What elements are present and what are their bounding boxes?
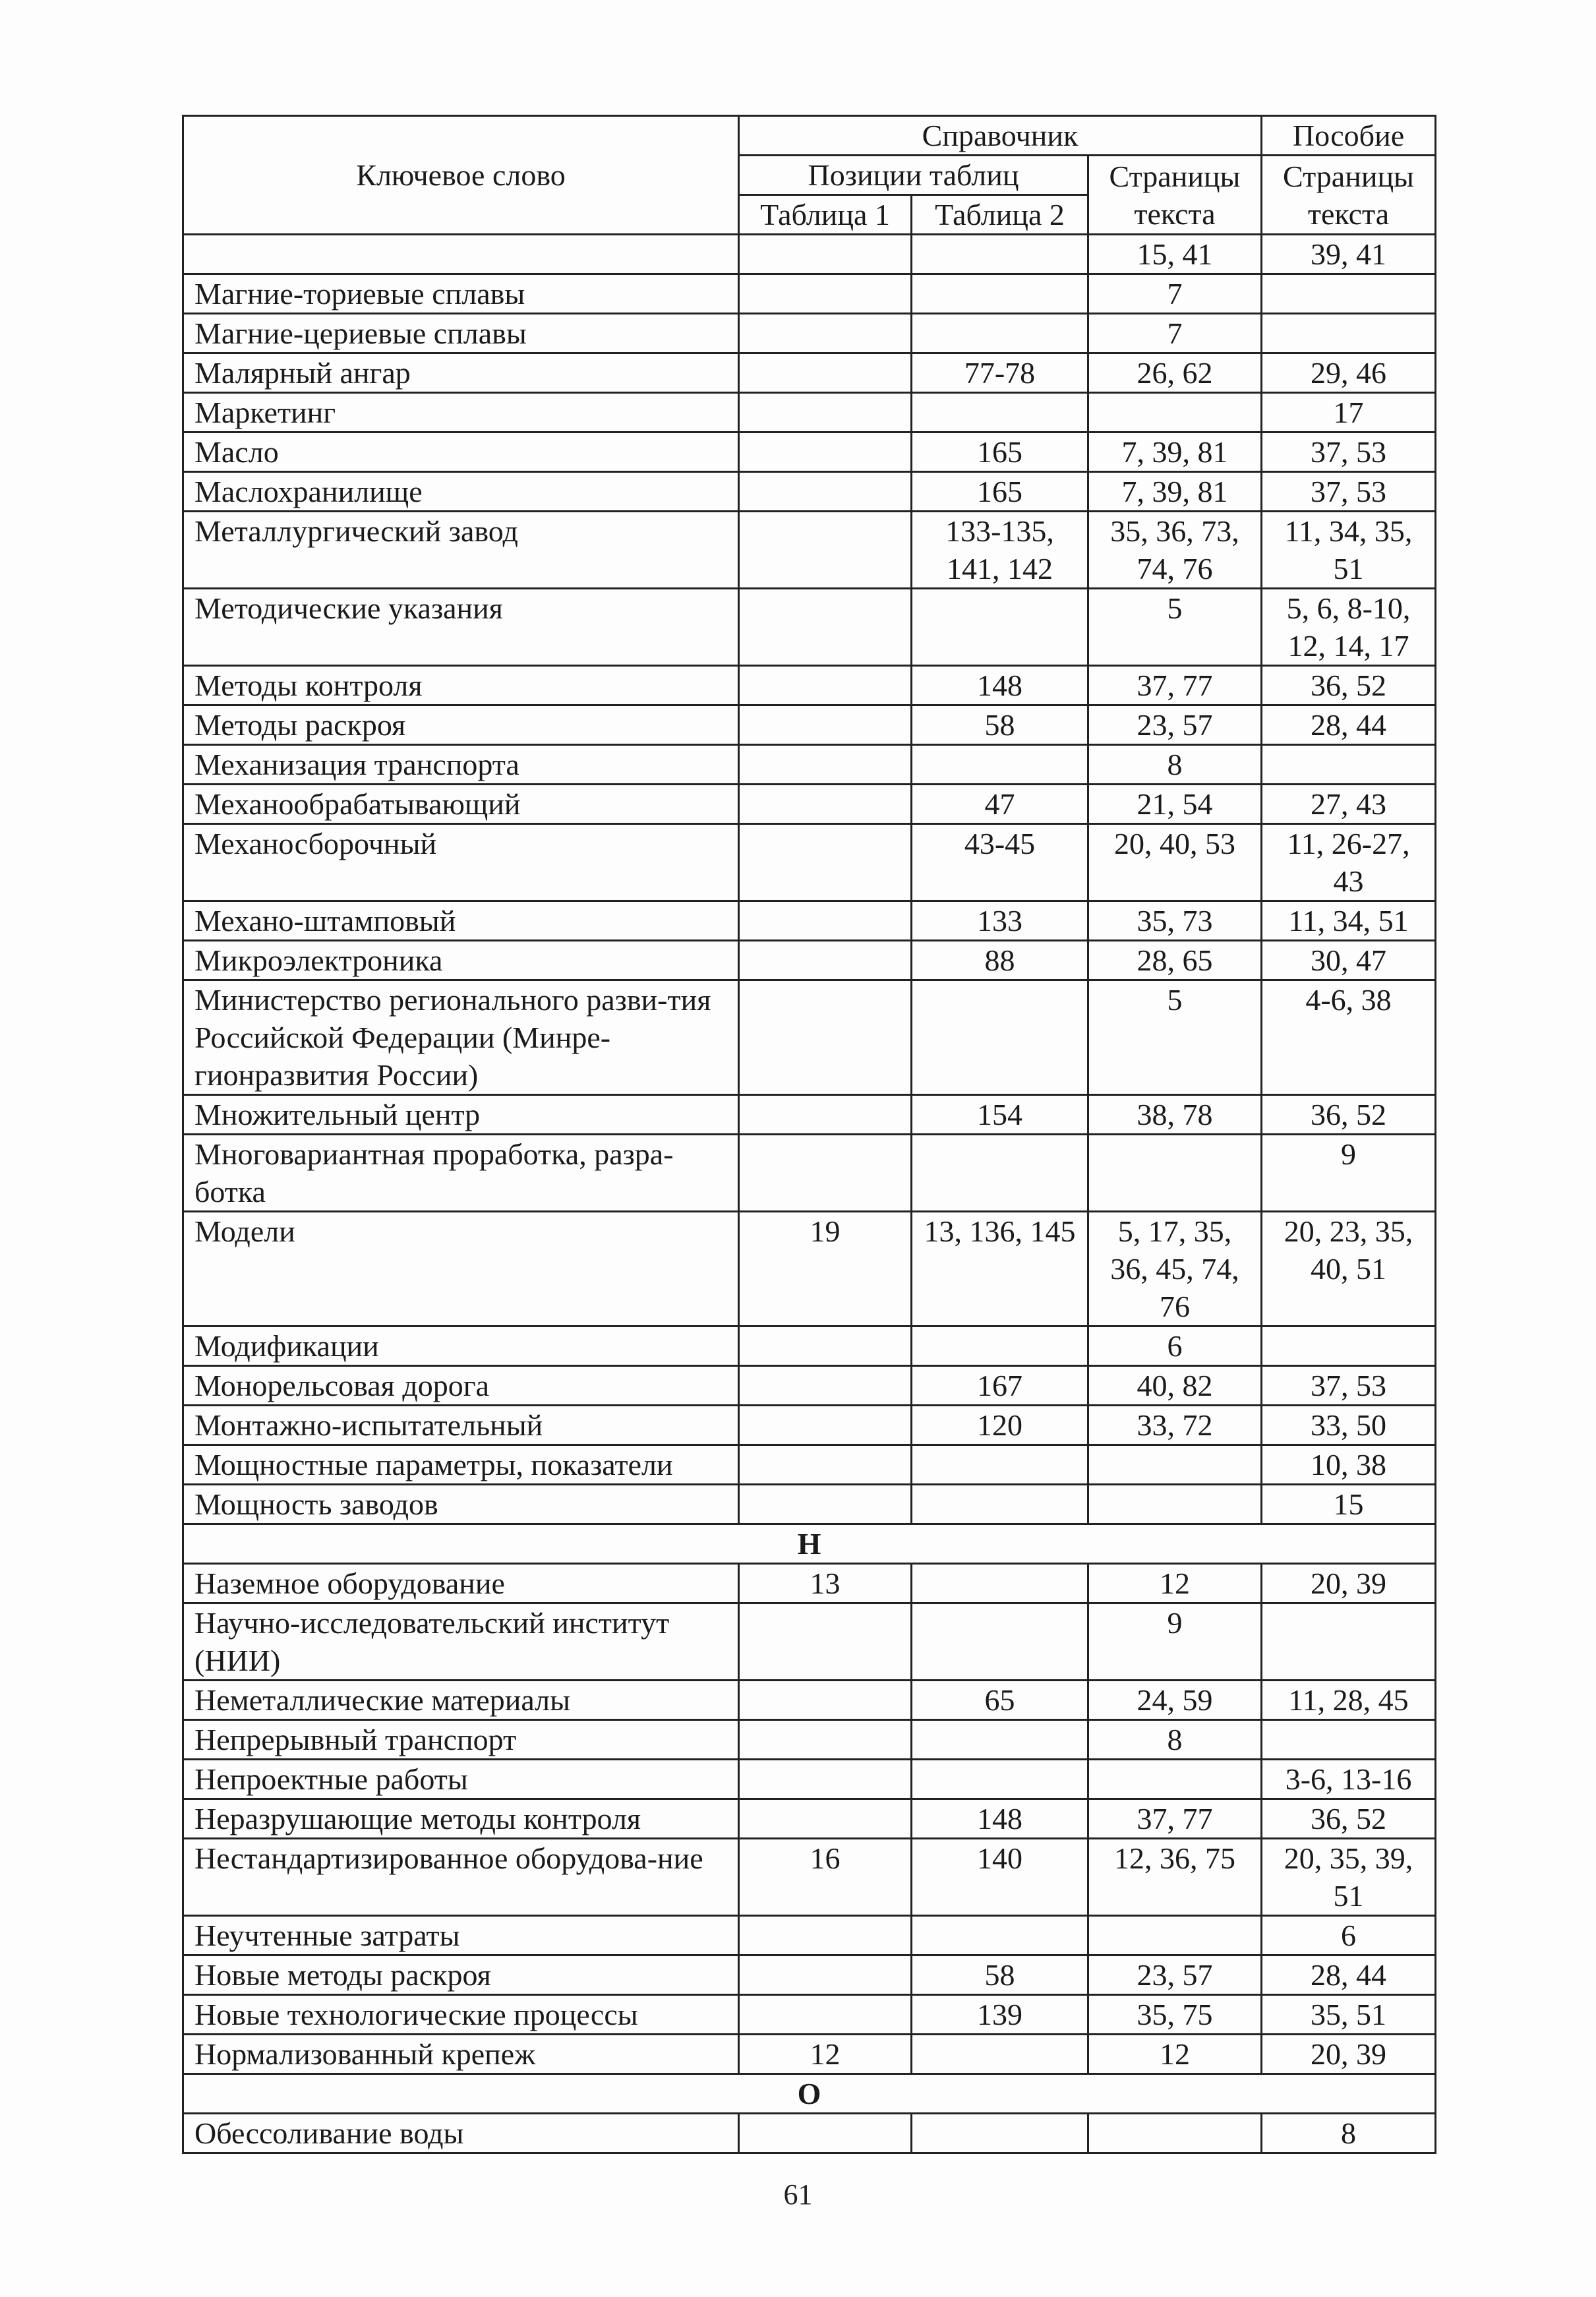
reference-pages-cell: 37, 77: [1088, 1799, 1262, 1839]
table2-cell: [912, 314, 1088, 353]
keyword-cell: Обессоливание воды: [183, 2114, 739, 2153]
table1-cell: [739, 1720, 912, 1760]
table1-cell: [739, 666, 912, 705]
table2-cell: [912, 2035, 1088, 2074]
keyword-cell: Магние-ториевые сплавы: [183, 274, 739, 314]
reference-pages-cell: [1088, 1135, 1262, 1212]
reference-pages-cell: [1088, 2114, 1262, 2153]
table2-cell: 148: [912, 666, 1088, 705]
keyword-cell: Множительный центр: [183, 1095, 739, 1135]
section-letter-row: [183, 2074, 1436, 2114]
table-row: [183, 393, 1436, 433]
manual-pages-cell: 37, 53: [1262, 472, 1436, 512]
header-keyword: Ключевое слово: [183, 116, 739, 235]
keyword-cell: Нормализованный крепеж: [183, 2035, 739, 2074]
manual-pages-cell: 37, 53: [1262, 1366, 1436, 1406]
table1-cell: [739, 1327, 912, 1366]
table-row: [183, 235, 1436, 274]
table1-cell: [739, 901, 912, 941]
table2-cell: [912, 1327, 1088, 1366]
table1-cell: [739, 1366, 912, 1406]
table-row: [183, 1603, 1436, 1681]
keyword-cell: Непрерывный транспорт: [183, 1720, 739, 1760]
table2-cell: [912, 393, 1088, 433]
table2-cell: 58: [912, 1955, 1088, 1995]
table2-cell: 165: [912, 472, 1088, 512]
table-row: [183, 1681, 1436, 1720]
reference-pages-cell: 35, 73: [1088, 901, 1262, 941]
table-row: [183, 1485, 1436, 1524]
manual-pages-cell: 20, 39: [1262, 1564, 1436, 1603]
keyword-cell: Мощностные параметры, показатели: [183, 1445, 739, 1485]
table1-cell: [739, 1681, 912, 1720]
table2-cell: 88: [912, 941, 1088, 980]
manual-pages-cell: 11, 34, 51: [1262, 901, 1436, 941]
header-reference: Справочник: [739, 116, 1262, 156]
table-row: [183, 1406, 1436, 1445]
reference-pages-cell: 12: [1088, 2035, 1262, 2074]
reference-pages-cell: [1088, 1485, 1262, 1524]
keyword-cell: Методы раскроя: [183, 705, 739, 745]
reference-pages-cell: 37, 77: [1088, 666, 1262, 705]
reference-pages-cell: 12: [1088, 1564, 1262, 1603]
table2-cell: 120: [912, 1406, 1088, 1445]
manual-pages-cell: 15: [1262, 1485, 1436, 1524]
table1-cell: [739, 824, 912, 901]
reference-pages-cell: 15, 41: [1088, 235, 1262, 274]
table-row: [183, 1327, 1436, 1366]
table1-cell: 19: [739, 1212, 912, 1327]
manual-pages-cell: 11, 26-27, 43: [1262, 824, 1436, 901]
manual-pages-cell: 39, 41: [1262, 235, 1436, 274]
reference-pages-cell: 28, 65: [1088, 941, 1262, 980]
table1-cell: 13: [739, 1564, 912, 1603]
manual-pages-cell: 3-6, 13-16: [1262, 1760, 1436, 1799]
table2-cell: [912, 1916, 1088, 1955]
table2-cell: [912, 1760, 1088, 1799]
table-row: [183, 1135, 1436, 1212]
reference-pages-cell: 26, 62: [1088, 353, 1262, 393]
table-row: [183, 1995, 1436, 2035]
keyword-cell: Новые технологические процессы: [183, 1995, 739, 2035]
table1-cell: [739, 472, 912, 512]
table2-cell: [912, 235, 1088, 274]
table-row: [183, 1564, 1436, 1603]
reference-pages-cell: 38, 78: [1088, 1095, 1262, 1135]
keyword-index-table: [182, 115, 1436, 2154]
reference-pages-cell: 7: [1088, 314, 1262, 353]
table-row: [183, 1445, 1436, 1485]
manual-pages-cell: 33, 50: [1262, 1406, 1436, 1445]
table-row: [183, 353, 1436, 393]
keyword-cell: Методические указания: [183, 589, 739, 666]
table-row: [183, 1839, 1436, 1916]
keyword-cell: Механообрабатывающий: [183, 785, 739, 824]
manual-pages-cell: 20, 39: [1262, 2035, 1436, 2074]
table-body: [183, 235, 1436, 2153]
manual-pages-cell: 9: [1262, 1135, 1436, 1212]
manual-pages-cell: 29, 46: [1262, 353, 1436, 393]
keyword-cell: Микроэлектроника: [183, 941, 739, 980]
table-row: [183, 705, 1436, 745]
table1-cell: [739, 1406, 912, 1445]
table1-cell: [739, 512, 912, 589]
table2-cell: 47: [912, 785, 1088, 824]
table-row: [183, 274, 1436, 314]
table1-cell: [739, 941, 912, 980]
manual-pages-cell: 11, 34, 35, 51: [1262, 512, 1436, 589]
reference-pages-cell: 8: [1088, 745, 1262, 785]
reference-pages-cell: 35, 75: [1088, 1995, 1262, 2035]
table-row: [183, 589, 1436, 666]
table1-cell: [739, 1485, 912, 1524]
table1-cell: [739, 2114, 912, 2153]
reference-pages-cell: [1088, 1445, 1262, 1485]
table2-cell: [912, 2114, 1088, 2153]
keyword-cell: Многовариантная проработка, разра-ботка: [183, 1135, 739, 1212]
keyword-cell: Мощность заводов: [183, 1485, 739, 1524]
reference-pages-cell: 9: [1088, 1603, 1262, 1681]
keyword-cell: Масло: [183, 433, 739, 472]
keyword-cell: Металлургический завод: [183, 512, 739, 589]
manual-pages-cell: 6: [1262, 1916, 1436, 1955]
table1-cell: 16: [739, 1839, 912, 1916]
table2-cell: 43-45: [912, 824, 1088, 901]
header-manual-pages: Страницы текста: [1262, 156, 1436, 235]
reference-pages-cell: 33, 72: [1088, 1406, 1262, 1445]
table-row: [183, 1916, 1436, 1955]
table2-cell: 165: [912, 433, 1088, 472]
manual-pages-cell: [1262, 745, 1436, 785]
table2-cell: [912, 1603, 1088, 1681]
keyword-cell: Механизация транспорта: [183, 745, 739, 785]
table-row: [183, 2114, 1436, 2153]
keyword-cell: Магние-цериевые сплавы: [183, 314, 739, 353]
manual-pages-cell: [1262, 1720, 1436, 1760]
manual-pages-cell: 4-6, 38: [1262, 980, 1436, 1095]
table2-cell: 58: [912, 705, 1088, 745]
manual-pages-cell: 5, 6, 8-10, 12, 14, 17: [1262, 589, 1436, 666]
keyword-cell: Наземное оборудование: [183, 1564, 739, 1603]
manual-pages-cell: 17: [1262, 393, 1436, 433]
table1-cell: [739, 980, 912, 1095]
keyword-cell: [183, 235, 739, 274]
table2-cell: [912, 980, 1088, 1095]
table1-cell: [739, 1955, 912, 1995]
reference-pages-cell: 7, 39, 81: [1088, 433, 1262, 472]
table2-cell: 133-135, 141, 142: [912, 512, 1088, 589]
manual-pages-cell: 28, 44: [1262, 705, 1436, 745]
table2-cell: 140: [912, 1839, 1088, 1916]
keyword-cell: Монорельсовая дорога: [183, 1366, 739, 1406]
table-row: [183, 1955, 1436, 1995]
section-letter: О: [183, 2074, 1436, 2114]
manual-pages-cell: [1262, 1327, 1436, 1366]
manual-pages-cell: 37, 53: [1262, 433, 1436, 472]
keyword-cell: Методы контроля: [183, 666, 739, 705]
page-number: 61: [783, 2178, 813, 2211]
reference-pages-cell: 21, 54: [1088, 785, 1262, 824]
table2-cell: [912, 589, 1088, 666]
manual-pages-cell: [1262, 274, 1436, 314]
manual-pages-cell: 35, 51: [1262, 1995, 1436, 2035]
table2-cell: [912, 274, 1088, 314]
manual-pages-cell: [1262, 314, 1436, 353]
table2-cell: [912, 1564, 1088, 1603]
keyword-cell: Маркетинг: [183, 393, 739, 433]
manual-pages-cell: 8: [1262, 2114, 1436, 2153]
keyword-cell: Непроектные работы: [183, 1760, 739, 1799]
reference-pages-cell: 24, 59: [1088, 1681, 1262, 1720]
reference-pages-cell: 12, 36, 75: [1088, 1839, 1262, 1916]
table-row: [183, 1760, 1436, 1799]
reference-pages-cell: 23, 57: [1088, 1955, 1262, 1995]
keyword-cell: Неразрушающие методы контроля: [183, 1799, 739, 1839]
keyword-cell: Малярный ангар: [183, 353, 739, 393]
reference-pages-cell: 40, 82: [1088, 1366, 1262, 1406]
table2-cell: 13, 136, 145: [912, 1212, 1088, 1327]
keyword-cell: Механосборочный: [183, 824, 739, 901]
table-row: [183, 901, 1436, 941]
table2-cell: [912, 1135, 1088, 1212]
table2-cell: 139: [912, 1995, 1088, 2035]
table2-cell: 154: [912, 1095, 1088, 1135]
keyword-cell: Научно-исследовательский институт (НИИ): [183, 1603, 739, 1681]
manual-pages-cell: 36, 52: [1262, 666, 1436, 705]
table-row: [183, 1095, 1436, 1135]
keyword-cell: Механо-штамповый: [183, 901, 739, 941]
reference-pages-cell: 5: [1088, 980, 1262, 1095]
table1-cell: [739, 1995, 912, 2035]
manual-pages-cell: 36, 52: [1262, 1799, 1436, 1839]
table1-cell: [739, 1799, 912, 1839]
keyword-cell: Нестандартизированное оборудова-ние: [183, 1839, 739, 1916]
manual-pages-cell: [1262, 1603, 1436, 1681]
table-row: [183, 941, 1436, 980]
reference-pages-cell: [1088, 1760, 1262, 1799]
table1-cell: [739, 235, 912, 274]
table-row: [183, 1212, 1436, 1327]
reference-pages-cell: 6: [1088, 1327, 1262, 1366]
reference-pages-cell: 5: [1088, 589, 1262, 666]
table-row: [183, 433, 1436, 472]
table2-cell: [912, 745, 1088, 785]
table2-cell: 148: [912, 1799, 1088, 1839]
table-row: [183, 785, 1436, 824]
table-row: [183, 314, 1436, 353]
keyword-cell: Модификации: [183, 1327, 739, 1366]
reference-pages-cell: [1088, 393, 1262, 433]
keyword-cell: Маслохранилище: [183, 472, 739, 512]
manual-pages-cell: 10, 38: [1262, 1445, 1436, 1485]
table-header: [183, 116, 1436, 235]
table1-cell: [739, 274, 912, 314]
manual-pages-cell: 20, 35, 39, 51: [1262, 1839, 1436, 1916]
keyword-cell: Неметаллические материалы: [183, 1681, 739, 1720]
table2-cell: [912, 1485, 1088, 1524]
reference-pages-cell: 20, 40, 53: [1088, 824, 1262, 901]
table1-cell: [739, 433, 912, 472]
keyword-cell: Новые методы раскроя: [183, 1955, 739, 1995]
section-letter: Н: [183, 1524, 1436, 1564]
table2-cell: 65: [912, 1681, 1088, 1720]
table1-cell: [739, 1095, 912, 1135]
manual-pages-cell: 27, 43: [1262, 785, 1436, 824]
header-table1: Таблица 1: [739, 195, 912, 235]
table1-cell: [739, 785, 912, 824]
table-row: [183, 666, 1436, 705]
keyword-cell: Министерство регионального разви-тия Российской Федерации (Минре-гионразвития России): [183, 980, 739, 1095]
table1-cell: [739, 745, 912, 785]
keyword-cell: Неучтенные затраты: [183, 1916, 739, 1955]
header-manual: Пособие: [1262, 116, 1436, 156]
table1-cell: [739, 393, 912, 433]
table-row: [183, 1799, 1436, 1839]
table1-cell: [739, 353, 912, 393]
table1-cell: [739, 1760, 912, 1799]
table2-cell: 167: [912, 1366, 1088, 1406]
table-row: [183, 1366, 1436, 1406]
table1-cell: [739, 705, 912, 745]
keyword-cell: Модели: [183, 1212, 739, 1327]
table1-cell: [739, 314, 912, 353]
manual-pages-cell: 36, 52: [1262, 1095, 1436, 1135]
manual-pages-cell: 20, 23, 35, 40, 51: [1262, 1212, 1436, 1327]
table-row: [183, 1720, 1436, 1760]
reference-pages-cell: [1088, 1916, 1262, 1955]
table1-cell: [739, 1603, 912, 1681]
reference-pages-cell: 7, 39, 81: [1088, 472, 1262, 512]
reference-pages-cell: 35, 36, 73, 74, 76: [1088, 512, 1262, 589]
manual-pages-cell: 28, 44: [1262, 1955, 1436, 1995]
header-table-positions: Позиции таблиц: [739, 156, 1088, 195]
table1-cell: [739, 1135, 912, 1212]
keyword-cell: Монтажно-испытательный: [183, 1406, 739, 1445]
table-row: [183, 745, 1436, 785]
table-row: [183, 824, 1436, 901]
header-table2: Таблица 2: [912, 195, 1088, 235]
header-reference-pages: Страницы текста: [1088, 156, 1262, 235]
table2-cell: [912, 1445, 1088, 1485]
manual-pages-cell: 11, 28, 45: [1262, 1681, 1436, 1720]
table2-cell: 77-78: [912, 353, 1088, 393]
table1-cell: [739, 589, 912, 666]
section-letter-row: [183, 1524, 1436, 1564]
table-row: [183, 2035, 1436, 2074]
reference-pages-cell: 5, 17, 35, 36, 45, 74, 76: [1088, 1212, 1262, 1327]
manual-pages-cell: 30, 47: [1262, 941, 1436, 980]
table1-cell: [739, 1445, 912, 1485]
reference-pages-cell: 23, 57: [1088, 705, 1262, 745]
table-row: [183, 512, 1436, 589]
table-row: [183, 472, 1436, 512]
table1-cell: [739, 1916, 912, 1955]
table2-cell: [912, 1720, 1088, 1760]
table-row: [183, 980, 1436, 1095]
table1-cell: 12: [739, 2035, 912, 2074]
reference-pages-cell: 7: [1088, 274, 1262, 314]
table2-cell: 133: [912, 901, 1088, 941]
reference-pages-cell: 8: [1088, 1720, 1262, 1760]
